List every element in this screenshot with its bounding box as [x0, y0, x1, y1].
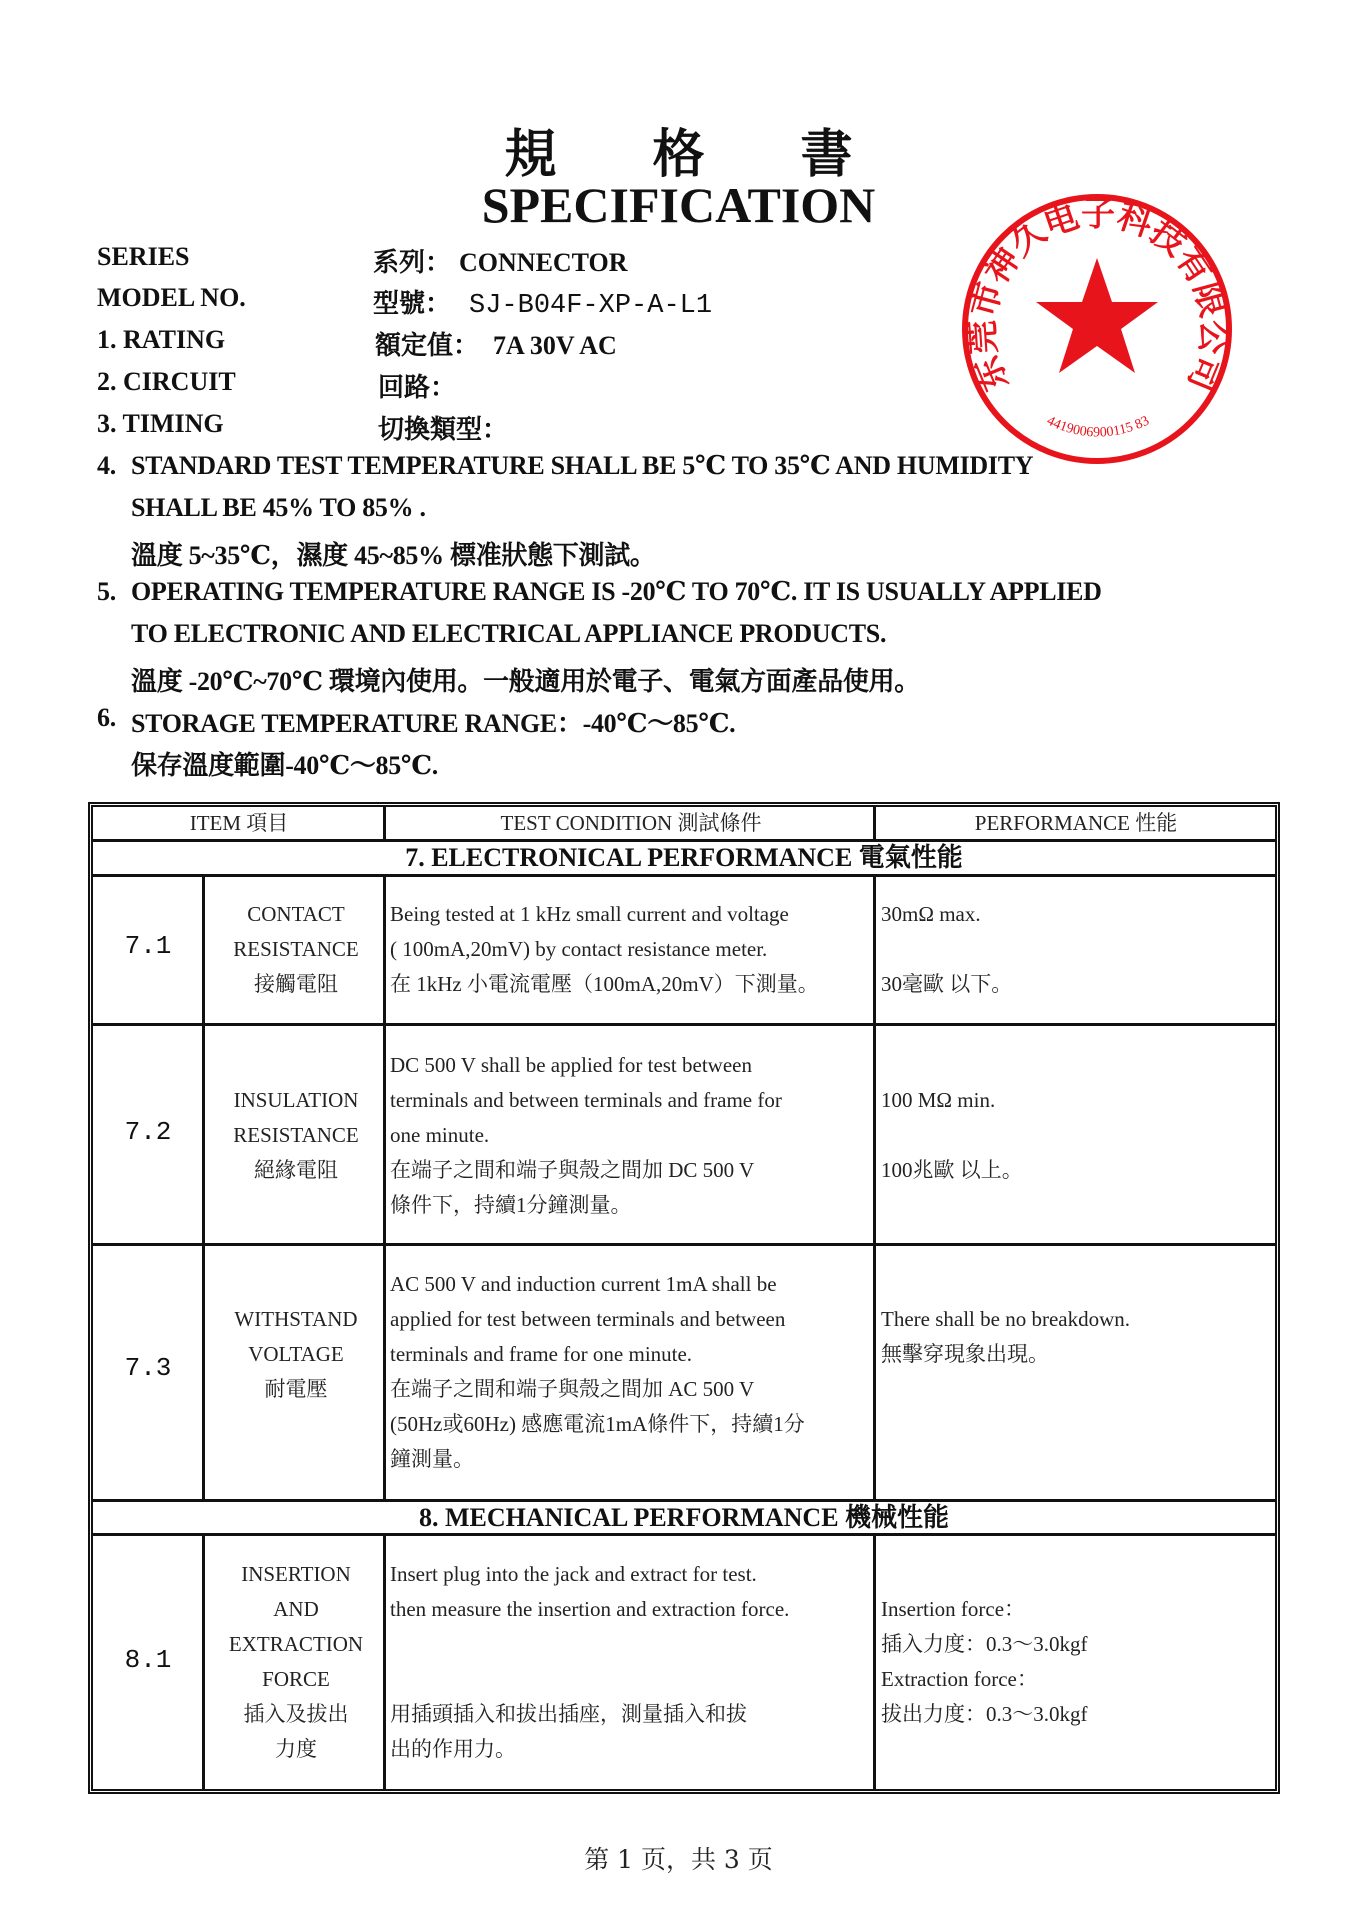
condition-line: 在端子之間和端子與殼之間加 DC 500 V	[390, 1158, 755, 1182]
condition-line: applied for test between terminals and between	[390, 1307, 786, 1331]
item-line: 接觸電阻	[254, 972, 338, 996]
row-performance	[881, 1083, 1271, 1188]
divider	[873, 1535, 876, 1791]
item-line: 力度	[275, 1737, 317, 1761]
para-6-line: STORAGE TEMPERATURE RANGE：-40℃～85℃.	[131, 709, 736, 738]
condition-line: 在端子之間和端子與殼之間加 AC 500 V	[390, 1377, 755, 1401]
performance-line: There shall be no breakdown.	[881, 1307, 1130, 1331]
label-model: MODEL NO.	[97, 283, 246, 312]
spec-table	[88, 802, 1280, 1794]
item-line: CONTACT	[247, 902, 345, 926]
para-5-line: TO ELECTRONIC AND ELECTRICAL APPLIANCE PRODUCTS.	[131, 619, 887, 648]
cn-label: 系列：	[373, 248, 452, 277]
header-item: ITEM 項目	[189, 811, 289, 835]
divider	[202, 875, 205, 1501]
condition-line: then measure the insertion and extraction force.	[390, 1597, 790, 1621]
item-line: AND	[273, 1597, 319, 1621]
condition-line: Insert plug into the jack and extract for test.	[390, 1562, 757, 1586]
divider	[93, 1533, 1275, 1536]
page-footer: 第 1 页，共 3 页	[584, 1845, 773, 1874]
row-item	[206, 1557, 386, 1767]
label-circuit: 2. CIRCUIT	[97, 367, 236, 396]
seal-star-icon	[1036, 258, 1158, 373]
para-6-number: 6.	[97, 703, 116, 732]
para-5-line: OPERATING TEMPERATURE RANGE IS -20℃ TO 70℃. IT IS USUALLY APPLIED	[131, 577, 1102, 606]
performance-line	[881, 1118, 1271, 1153]
row-number: 8.1	[124, 1645, 172, 1675]
section-8-title: 8. MECHANICAL PERFORMANCE 機械性能	[418, 1503, 950, 1532]
title-char: 書	[800, 127, 853, 184]
row-condition	[390, 1267, 870, 1477]
performance-line: 插入力度：0.3～3.0kgf	[881, 1632, 1088, 1656]
row-item	[206, 1083, 386, 1188]
condition-line: 條件下，持續1分鐘測量。	[390, 1193, 632, 1217]
item-line: WITHSTAND	[234, 1307, 358, 1331]
row-number: 7.3	[124, 1353, 172, 1383]
divider	[93, 874, 1275, 877]
para-5-number: 5.	[97, 577, 116, 606]
condition-line: ( 100mA,20mV) by contact resistance meter.	[390, 937, 768, 961]
condition-line: one minute.	[390, 1123, 490, 1147]
condition-line: DC 500 V shall be applied for test between	[390, 1053, 752, 1077]
title-char: 格	[652, 127, 705, 184]
item-line: INSERTION	[241, 1562, 351, 1586]
condition-line	[390, 1627, 870, 1662]
item-line: RESISTANCE	[233, 1123, 359, 1147]
value-series	[373, 242, 628, 279]
performance-line: 100兆歐 以上。	[881, 1158, 1023, 1182]
cn-label: 型號：	[373, 289, 452, 318]
row-condition	[390, 1048, 870, 1223]
item-line: INSULATION	[233, 1088, 359, 1112]
title-char: 規	[504, 127, 557, 184]
divider	[93, 1023, 1275, 1026]
para-4-line: SHALL BE 45% TO 85% .	[131, 493, 426, 522]
condition-line: terminals and between terminals and frame for	[390, 1088, 782, 1112]
divider	[873, 807, 876, 841]
performance-line: Extraction force：	[881, 1667, 1038, 1691]
performance-line	[881, 932, 1271, 967]
row-number: 7.2	[124, 1117, 172, 1147]
item-line: FORCE	[262, 1667, 330, 1691]
condition-line: terminals and frame for one minute.	[390, 1342, 693, 1366]
para-5-line: 溫度 -20℃~70℃ 環境內使用。一般適用於電子、電氣方面產品使用。	[131, 667, 920, 696]
item-line: 絕緣電阻	[254, 1158, 338, 1182]
condition-line: 在 1kHz 小電流電壓（100mA,20mV）下測量。	[390, 972, 819, 996]
performance-line: 30毫歐 以下。	[881, 972, 1013, 996]
cn-label: 額定值：	[375, 331, 480, 360]
row-item	[206, 1302, 386, 1407]
model-value: SJ-B04F-XP-A-L1	[469, 291, 713, 321]
series-value: CONNECTOR	[459, 248, 628, 277]
value-rating	[375, 325, 617, 362]
row-performance	[881, 1302, 1271, 1372]
performance-line: 拔出力度：0.3～3.0kgf	[881, 1702, 1088, 1726]
condition-line: 鐘測量。	[390, 1447, 474, 1471]
para-4-number: 4.	[97, 451, 116, 480]
item-line: RESISTANCE	[233, 937, 359, 961]
performance-line: 無擊穿現象出現。	[881, 1342, 1049, 1366]
para-4-line: STANDARD TEST TEMPERATURE SHALL BE 5℃ TO 35℃ AND HUMIDITY	[131, 451, 1034, 480]
label-rating: 1. RATING	[97, 325, 226, 354]
divider	[93, 1243, 1275, 1246]
label-timing: 3. TIMING	[97, 409, 224, 438]
condition-line: 出的作用力。	[390, 1737, 516, 1761]
header-performance: PERFORMANCE 性能	[974, 811, 1178, 835]
para-4-line: 溫度 5~35℃，濕度 45~85% 標准狀態下測試。	[131, 541, 656, 570]
condition-line: 用插頭插入和拔出插座，測量插入和拔	[390, 1702, 747, 1726]
divider	[873, 875, 876, 1501]
condition-line: (50Hz或60Hz) 感應電流1mA條件下，持續1分	[390, 1412, 805, 1436]
value-timing	[378, 409, 508, 446]
para-6-line: 保存溫度範圍-40℃～85℃.	[131, 751, 438, 780]
condition-line: AC 500 V and induction current 1mA shall be	[390, 1272, 777, 1296]
item-line: EXTRACTION	[228, 1632, 364, 1656]
divider	[383, 807, 386, 841]
title-english: SPECIFICATION	[481, 177, 876, 233]
company-seal	[958, 190, 1236, 468]
label-series: SERIES	[97, 242, 190, 271]
value-circuit	[378, 367, 456, 404]
seal-name-text: 东莞市神久电子科技有限公司	[962, 194, 1234, 397]
rating-value: 7A 30V AC	[493, 331, 617, 360]
row-item	[206, 897, 386, 1002]
row-number: 7.1	[124, 931, 172, 961]
item-line: 耐電壓	[264, 1377, 328, 1401]
row-condition	[390, 897, 870, 1002]
row-performance	[881, 897, 1271, 1002]
seal-number-text: 4419006900115 83	[1044, 413, 1152, 441]
cn-label: 回路：	[378, 373, 457, 402]
value-model	[373, 283, 712, 321]
section-7-title: 7. ELECTRONICAL PERFORMANCE 電氣性能	[405, 843, 963, 872]
performance-line: 30mΩ max.	[881, 902, 981, 926]
condition-line	[390, 1662, 870, 1697]
row-performance	[881, 1592, 1271, 1732]
header-condition: TEST CONDITION 測試條件	[500, 811, 762, 835]
item-line: 插入及拔出	[243, 1702, 349, 1726]
row-condition	[390, 1557, 870, 1767]
performance-line: Insertion force：	[881, 1597, 1026, 1621]
cn-label: 切換類型：	[378, 415, 509, 444]
performance-line: 100 MΩ min.	[881, 1088, 996, 1112]
item-line: VOLTAGE	[248, 1342, 344, 1366]
condition-line: Being tested at 1 kHz small current and voltage	[390, 902, 789, 926]
